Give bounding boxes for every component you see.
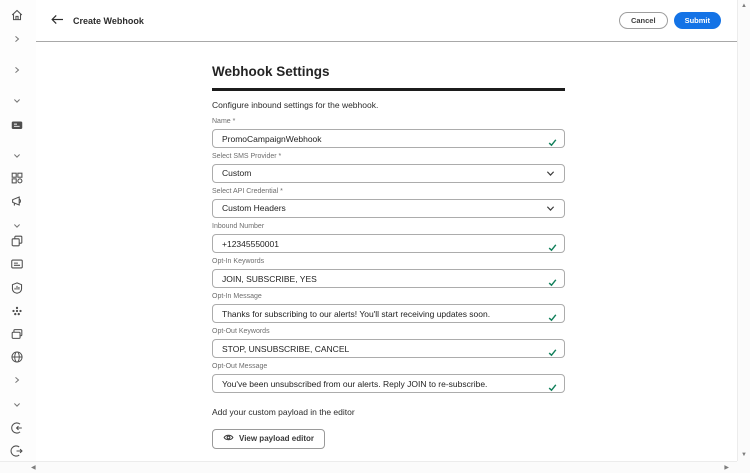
sidebar-item-audiences[interactable] [9, 303, 25, 319]
eye-icon [223, 432, 234, 445]
select-value: Custom [222, 168, 252, 178]
inbound-number-field [212, 222, 565, 253]
instances-icon [10, 234, 24, 248]
left-icon-rail [0, 0, 36, 461]
field-label: Opt-In Message [212, 292, 262, 300]
opt-in-message-field [212, 292, 565, 323]
input-row [212, 199, 565, 218]
sidebar-item-apps[interactable] [9, 170, 25, 186]
opt-out-keywords-input[interactable] [212, 339, 565, 358]
sms-provider-field [212, 152, 565, 183]
opt-in-message-input[interactable] [212, 304, 565, 323]
sidebar-item-expand-3[interactable] [9, 372, 25, 388]
input-row [212, 374, 565, 393]
chevron-down-icon [11, 150, 23, 162]
sidebar-item-sign-out[interactable] [9, 443, 25, 459]
back-arrow-icon [51, 13, 64, 28]
chevron-right-icon [11, 374, 23, 386]
sidebar-item-expand-1[interactable] [9, 31, 25, 47]
chevron-down-icon [546, 164, 555, 182]
opt-in-keywords-field [212, 257, 565, 288]
sidebar-item-section-1[interactable] [9, 93, 25, 109]
sidebar-item-expand-2[interactable] [9, 62, 25, 78]
field-label: Inbound Number [212, 222, 265, 230]
sidebar-item-section-4[interactable] [9, 397, 25, 413]
sidebar-item-channels[interactable] [9, 117, 25, 133]
payload-hint-text: Add your custom payload in the editor [212, 406, 355, 417]
opt-out-message-field [212, 362, 565, 393]
sidebar-item-shield[interactable] [9, 280, 25, 296]
opt-out-keywords-field [212, 327, 565, 358]
layers-icon [10, 327, 24, 341]
api-credential-select[interactable] [212, 199, 565, 218]
sms-provider-select[interactable] [212, 164, 565, 183]
inbound-number-input[interactable] [212, 234, 565, 253]
globe-icon [10, 350, 24, 364]
top-bar [36, 0, 737, 42]
sidebar-item-sign-in[interactable] [9, 420, 25, 436]
sidebar-item-instances[interactable] [9, 233, 25, 249]
api-credential-field [212, 187, 565, 218]
select-value: Custom Headers [222, 203, 286, 213]
sidebar-item-section-2[interactable] [9, 148, 25, 164]
sign-in-icon [10, 421, 24, 435]
payload-button-label: View payload editor [239, 434, 314, 443]
input-row [212, 269, 565, 288]
opt-out-message-input[interactable] [212, 374, 565, 393]
page-title: Create Webhook [73, 15, 144, 26]
form-description: Configure inbound settings for the webhook. [212, 99, 379, 110]
sidebar-item-card[interactable] [9, 256, 25, 272]
sidebar-item-campaigns[interactable] [9, 193, 25, 209]
input-row [212, 164, 565, 183]
field-label: Opt-Out Message [212, 362, 268, 370]
view-payload-editor-button[interactable] [212, 429, 325, 449]
campaigns-icon [10, 194, 24, 208]
input-row [212, 234, 565, 253]
opt-in-keywords-input[interactable] [212, 269, 565, 288]
chevron-down-icon [11, 399, 23, 411]
name-input[interactable] [212, 129, 565, 148]
cancel-button[interactable]: Cancel [619, 12, 668, 29]
field-label: Select API Credential * [212, 187, 283, 195]
sidebar-item-globe[interactable] [9, 349, 25, 365]
webhook-settings-panel [212, 42, 565, 449]
heading-divider [212, 88, 565, 91]
submit-button[interactable]: Submit [674, 12, 721, 29]
name-field [212, 117, 565, 148]
chevron-down-icon [546, 199, 555, 217]
vertical-scrollbar[interactable] [737, 0, 750, 461]
audiences-icon [10, 304, 24, 318]
field-label: Opt-In Keywords [212, 257, 265, 265]
scroll-up-arrow[interactable]: ▲ [741, 3, 747, 9]
input-row [212, 129, 565, 148]
sidebar-item-layers[interactable] [9, 326, 25, 342]
scrollbar-corner [737, 461, 750, 473]
sidebar-item-home[interactable] [9, 7, 25, 23]
scroll-left-arrow[interactable]: ◀ [31, 465, 36, 471]
chevron-down-icon [11, 95, 23, 107]
chevron-right-icon [11, 33, 23, 45]
sidebar-item-section-3[interactable] [9, 218, 25, 234]
input-row [212, 339, 565, 358]
sign-out-icon [10, 444, 24, 458]
field-label: Name * [212, 117, 236, 125]
home-icon [10, 8, 24, 22]
apps-grid-icon [10, 171, 24, 185]
channels-icon [10, 118, 24, 132]
shield-chart-icon [10, 281, 24, 295]
field-label: Select SMS Provider * [212, 152, 282, 160]
scroll-right-arrow[interactable]: ▶ [724, 465, 729, 471]
input-row [212, 304, 565, 323]
section-heading: Webhook Settings [212, 64, 330, 79]
topbar-actions [619, 12, 721, 29]
chevron-down-icon [11, 220, 23, 232]
horizontal-scrollbar[interactable] [0, 461, 737, 473]
card-icon [10, 257, 24, 271]
chevron-right-icon [11, 64, 23, 76]
field-label: Opt-Out Keywords [212, 327, 270, 335]
back-button[interactable] [48, 12, 66, 30]
scroll-down-arrow[interactable]: ▼ [741, 452, 747, 458]
